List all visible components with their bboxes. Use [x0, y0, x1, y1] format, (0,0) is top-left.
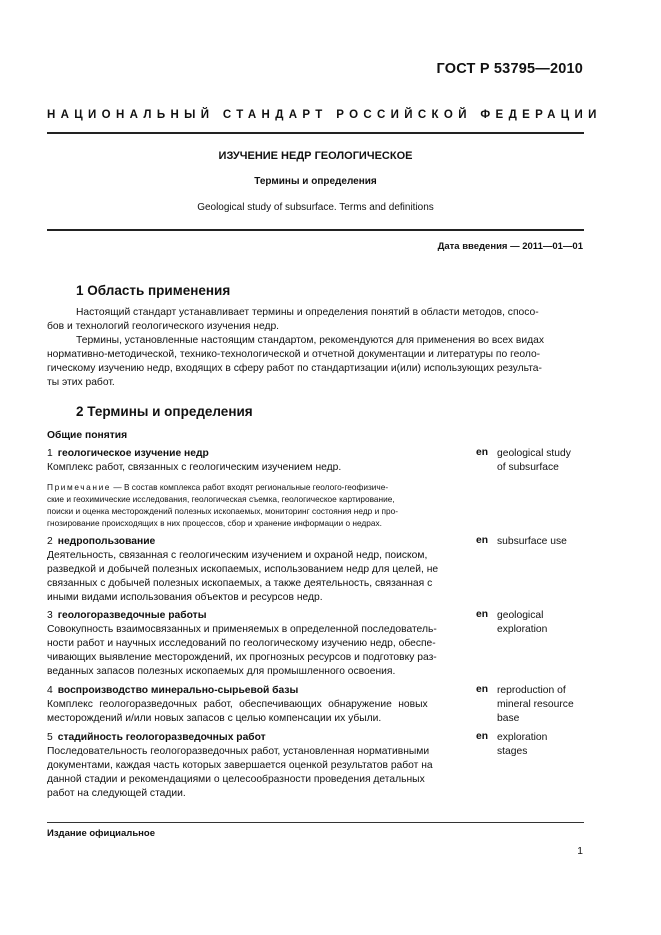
note-line: поиски и оценка месторождений полезных ископаемых, мониторинг состояния недр и про- [47, 506, 399, 516]
term-definition-line: работ на следующей стадии. [47, 788, 186, 799]
term-title: воспроизводство минерально-сырьевой базы [57, 685, 299, 696]
standard-title: ИЗУЧЕНИЕ НЕДР ГЕОЛОГИЧЕСКОЕ [218, 150, 413, 162]
lang-marker-en: en [476, 609, 489, 620]
term-number: 5 [47, 732, 53, 743]
term-1-english [497, 447, 597, 475]
english-equivalent-line: geological study [497, 448, 571, 459]
note-label: Примечание [47, 482, 112, 492]
term-3 [47, 609, 469, 679]
english-equivalent-line: reproduction of [497, 685, 566, 696]
english-equivalent-line: exploration [497, 624, 548, 635]
term-title: стадийность геологоразведочных работ [57, 732, 266, 743]
paragraph-line: ты этих работ. [47, 377, 115, 388]
national-standard-banner: НАЦИОНАЛЬНЫЙ СТАНДАРТ РОССИЙСКОЙ ФЕДЕРАЦИИ [47, 109, 602, 121]
term-definition-line: связанных с добычей полезных ископаемых, а также деятельность, связанная с [47, 578, 433, 589]
term-definition-line: Комплекс геологоразведочных работ, обеспечивающих обнаружение новых [47, 699, 428, 710]
term-definition-line: веданных запасов полезных ископаемых для промышленного освоения. [47, 666, 396, 677]
paragraph-line: гическому изучению недр, входящих в сферу работ по стандартизации и(или) использующих результа- [47, 363, 542, 374]
lang-marker-en: en [476, 684, 489, 695]
term-definition-line: чивающих выявление месторождений, их прогнозных ресурсов и подготовку раз- [47, 652, 437, 663]
term-definition-line: документами, каждая часть которых завершается оценкой результатов работ на [47, 760, 433, 771]
section-1-heading: 1 Область применения [76, 283, 231, 298]
term-5 [47, 731, 469, 801]
header-rule [47, 132, 584, 134]
general-concepts-subheading: Общие понятия [47, 430, 128, 441]
term-number: 3 [47, 610, 53, 621]
term-definition-line: Комплекс работ, связанных с геологическим изучением недр. [47, 462, 342, 473]
footer-rule [47, 822, 584, 823]
note-line: — В состав комплекса работ входят региональные геолого-геофизиче- [113, 482, 389, 492]
lang-marker-en: en [476, 731, 489, 742]
term-2 [47, 535, 469, 605]
term-2-english [497, 535, 597, 549]
section-1-paragraph-1 [47, 306, 584, 334]
paragraph-line: бов и технологий геологического изучения недр. [47, 321, 280, 332]
english-equivalent-line: geological [497, 610, 544, 621]
term-definition-line: ности работ и научных исследований по геологическому изучению недр, обеспе- [47, 638, 436, 649]
english-equivalent-line: of subsurface [497, 462, 559, 473]
gost-code: ГОСТ Р 53795—2010 [436, 61, 583, 77]
paragraph-line: Настоящий стандарт устанавливает термины и определения понятий в области методов, спосо- [76, 307, 539, 318]
paragraph-line: Термины, установленные настоящим стандартом, рекомендуются для применения во всех видах [76, 335, 544, 346]
term-number: 4 [47, 685, 53, 696]
term-1-note [47, 481, 469, 529]
term-number: 2 [47, 536, 53, 547]
term-title: геологоразведочные работы [57, 610, 207, 621]
term-3-english [497, 609, 597, 637]
term-definition-line: разведкой и добычей полезных ископаемых, использованием недр для целей, не [47, 564, 439, 575]
term-definition-line: иными видами использования объектов и ресурсов недр. [47, 592, 323, 603]
term-definition-line: Последовательность геологоразведочных работ, установленная нормативными [47, 746, 430, 757]
term-definition-line: Деятельность, связанная с геологическим изучением и охраной недр, поиском, [47, 550, 428, 561]
lang-marker-en: en [476, 535, 489, 546]
term-4 [47, 684, 469, 726]
term-title: недропользование [57, 536, 156, 547]
section-1-paragraph-2 [47, 334, 584, 390]
official-edition-label: Издание официальное [47, 828, 155, 839]
term-definition-line: месторождений и/или новых запасов с целью компенсации их убыли. [47, 713, 382, 724]
english-equivalent-line: subsurface use [497, 536, 567, 547]
english-equivalent-line: exploration [497, 732, 548, 743]
standard-title-english: Geological study of subsurface. Terms and definitions [197, 202, 434, 213]
note-line: ские и геохимические исследования, геологическая съемка, геологическое картирование, [47, 494, 395, 504]
date-of-introduction: Дата введения — 2011—01—01 [437, 241, 583, 252]
standard-subtitle: Термины и определения [254, 176, 377, 187]
term-number: 1 [47, 448, 53, 459]
english-equivalent-line: stages [497, 746, 528, 757]
english-equivalent-line: base [497, 713, 520, 724]
page-number: 1 [577, 846, 583, 857]
english-equivalent-line: mineral resource [497, 699, 574, 710]
section-2-heading: 2 Термины и определения [76, 404, 253, 419]
term-definition-line: Совокупность взаимосвязанных и применяемых в определенной последователь- [47, 624, 437, 635]
term-5-english [497, 731, 597, 759]
paragraph-line: нормативно-методической, технико-технологической и отчетной документации и литературы по геоло- [47, 349, 541, 360]
term-1 [47, 447, 469, 475]
lang-marker-en: en [476, 447, 489, 458]
note-line: гнозирование происходящих в них процессов, сбор и хранение информации о недрах. [47, 518, 382, 528]
term-4-english [497, 684, 597, 726]
title-rule [47, 229, 584, 231]
term-title: геологическое изучение недр [57, 448, 209, 459]
term-definition-line: данной стадии и рекомендациями о целесообразности проведения детальных [47, 774, 425, 785]
